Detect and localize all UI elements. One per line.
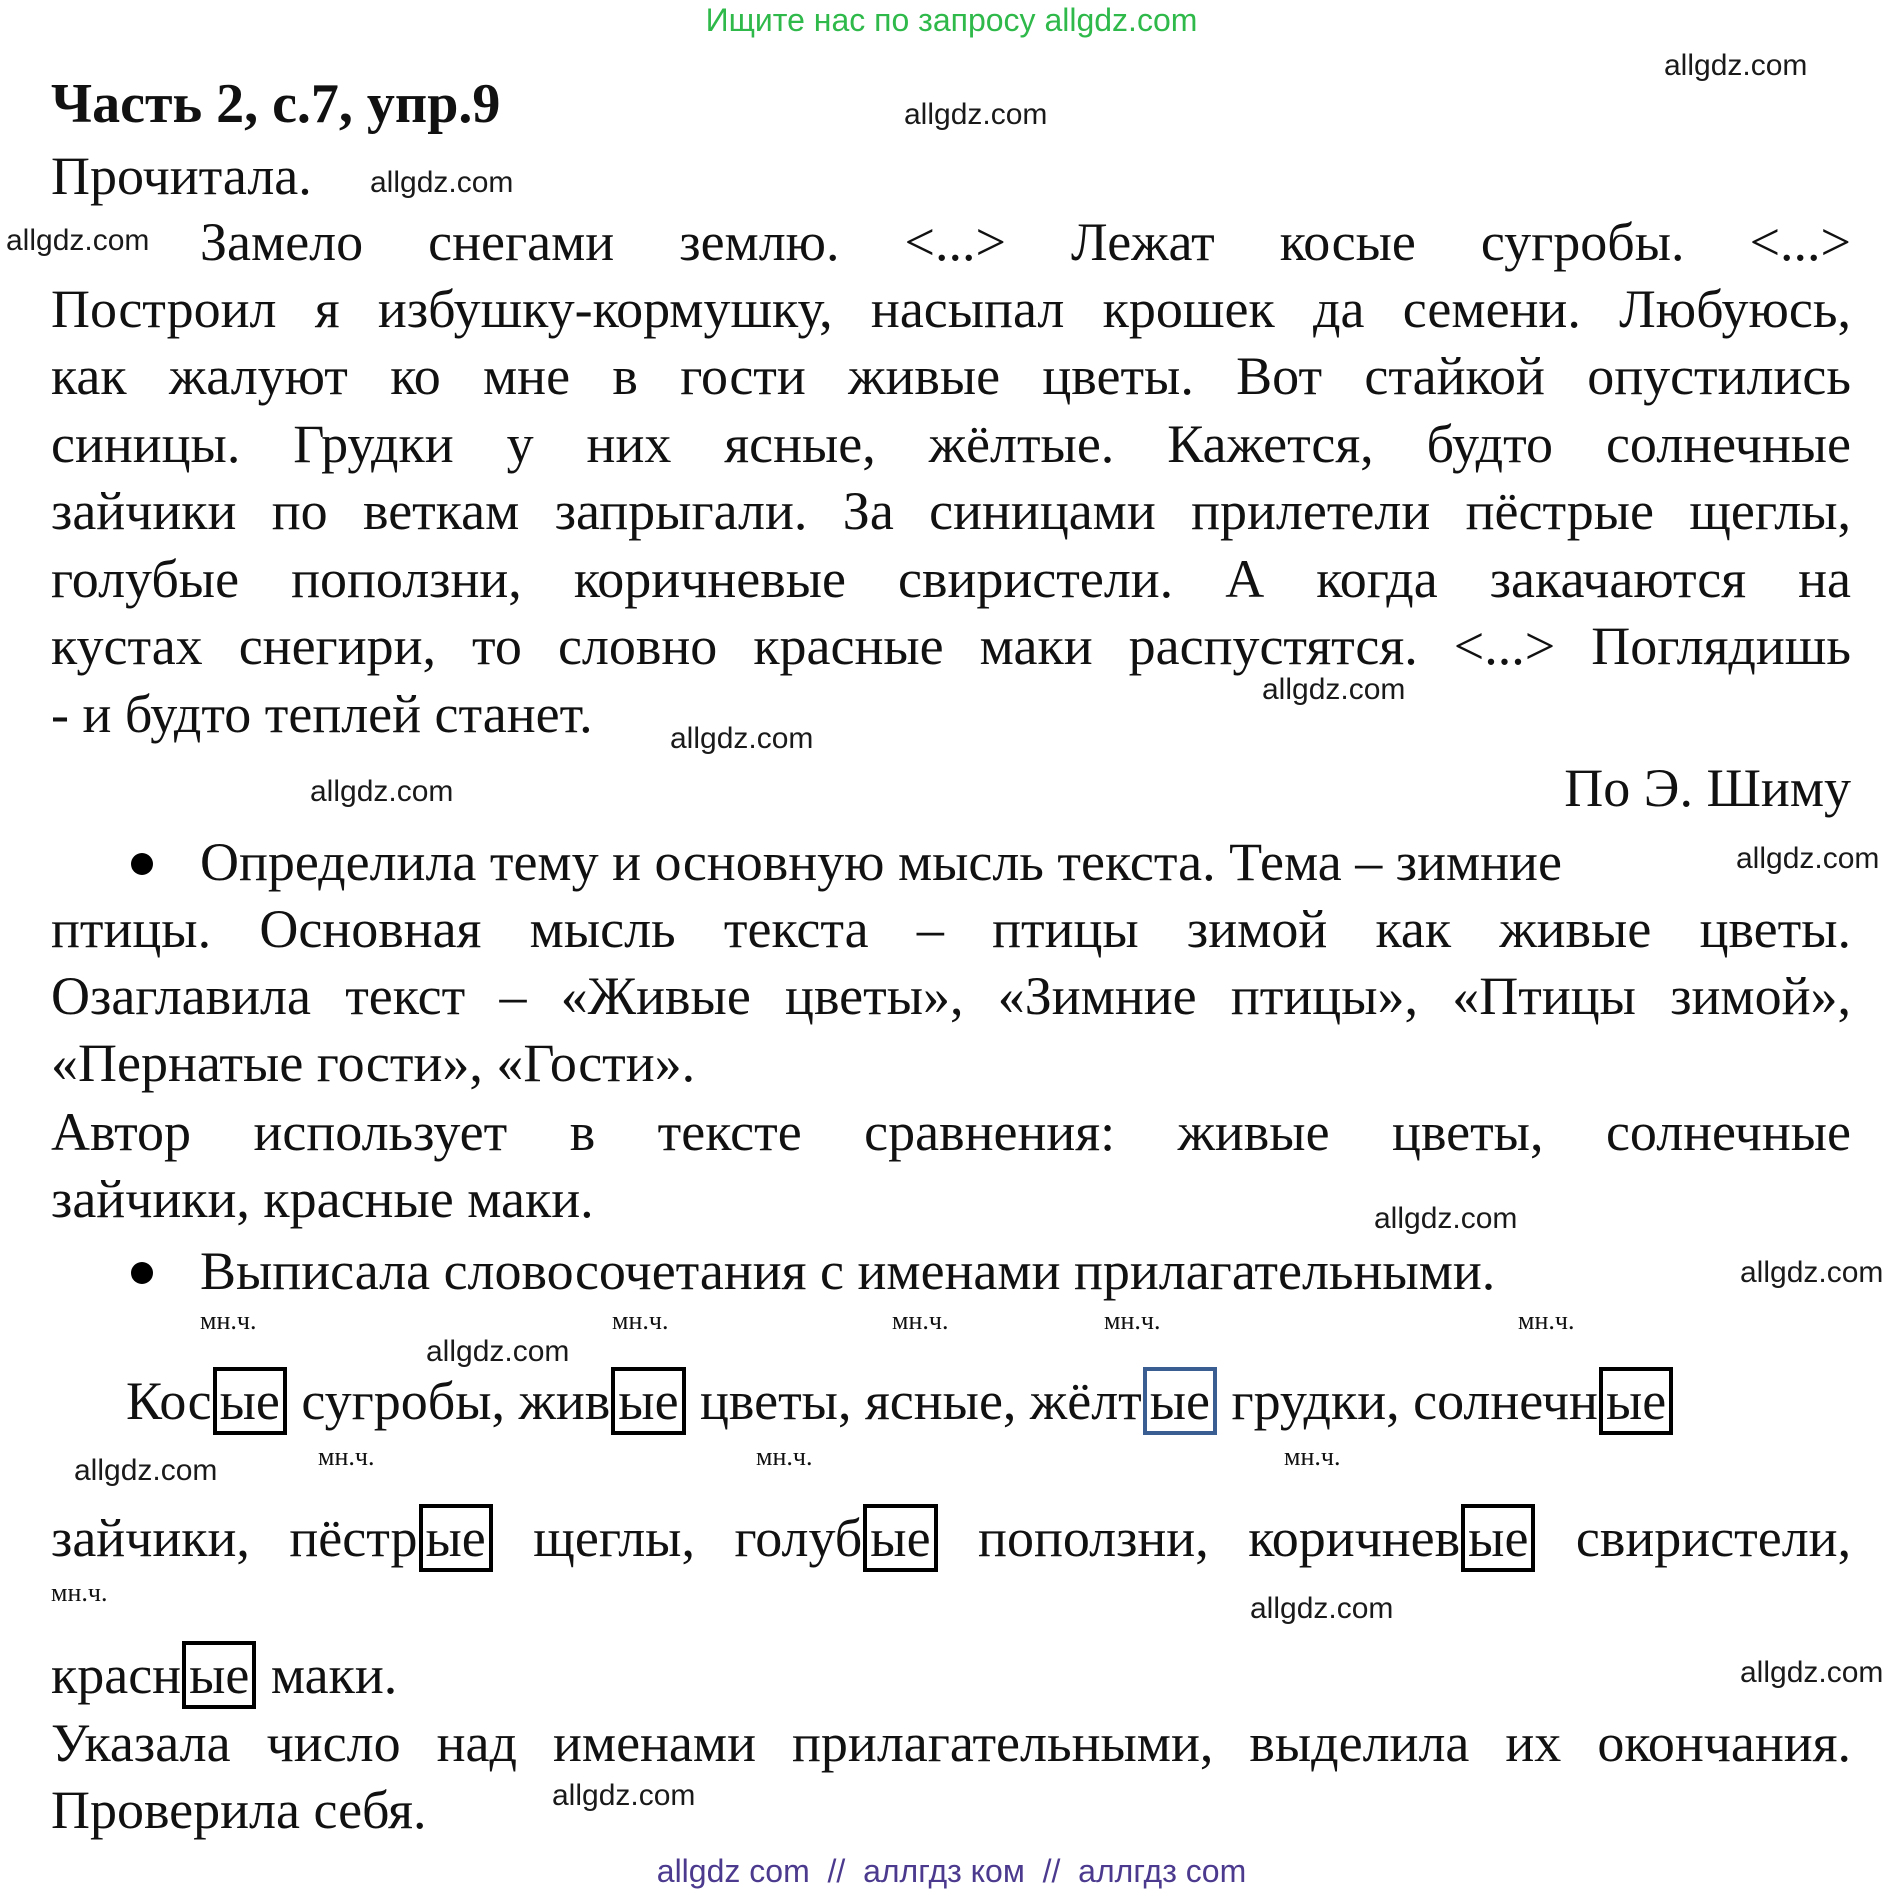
adj-plain: ясные, xyxy=(864,1371,1017,1431)
read-label: Прочитала. xyxy=(51,146,312,206)
noun: зайчики, xyxy=(51,1508,250,1568)
adj-stem: солнечн xyxy=(1413,1371,1598,1431)
bullet1-line-3: Озаглавила текст – «Живые цветы», «Зимние птицы», «Птицы зимой», xyxy=(51,966,1851,1026)
adj-stem: жив xyxy=(518,1371,611,1431)
watermark[interactable]: allgdz.com xyxy=(1740,1656,1884,1689)
phrase-line-2 xyxy=(51,1505,1851,1572)
bullet-dot xyxy=(131,1262,153,1284)
text-line-1: Замело снегами землю. <...> Лежат косые сугробы. <...> xyxy=(200,212,1851,272)
watermark[interactable]: allgdz.com xyxy=(1374,1202,1518,1235)
adj-ending-box: ые xyxy=(419,1504,493,1572)
footer-watermark[interactable]: allgdz com // аллгдз ком // аллгдз com xyxy=(656,1853,1247,1889)
bullet1-line-2: птицы. Основная мысль текста – птицы зимой как живые цветы. xyxy=(51,899,1851,959)
number-label: мн.ч. xyxy=(1284,1442,1341,1471)
watermark[interactable]: allgdz.com xyxy=(74,1454,218,1487)
adj-ending-box: ые xyxy=(182,1641,256,1709)
watermark[interactable]: allgdz.com xyxy=(1736,842,1880,875)
adj-stem: жёлт xyxy=(1029,1371,1142,1431)
noun: грудки, xyxy=(1231,1371,1400,1431)
number-label: мн.ч. xyxy=(200,1306,257,1335)
text-line-4: синицы. Грудки у них ясные, жёлтые. Кажется, будто солнечные xyxy=(51,414,1851,474)
watermark[interactable]: allgdz.com xyxy=(904,98,1048,131)
closing-line-2: Проверила себя. xyxy=(51,1780,427,1840)
number-label: мн.ч. xyxy=(51,1578,108,1607)
noun: свиристели, xyxy=(1575,1508,1852,1568)
adj-stem: пёстр xyxy=(289,1508,418,1568)
adj-ending-box: ые xyxy=(1461,1504,1535,1572)
adj-stem: голуб xyxy=(734,1508,863,1568)
number-label: мн.ч. xyxy=(756,1442,813,1471)
bullet1-line-1: Определила тему и основную мысль текста. Тема – зимние xyxy=(200,832,1562,892)
watermark[interactable]: allgdz.com xyxy=(1664,49,1808,82)
adj-ending-box: ые xyxy=(863,1504,937,1572)
noun: цветы, xyxy=(700,1371,852,1431)
adj-stem: Кос xyxy=(126,1371,212,1431)
bullet2-text: Выписала словосочетания с именами прилагательными. xyxy=(200,1241,1496,1301)
watermark[interactable]: allgdz.com xyxy=(426,1335,570,1368)
text-line-5: зайчики по веткам запрыгали. За синицами прилетели пёстрые щеглы, xyxy=(51,481,1851,541)
watermark[interactable]: allgdz.com xyxy=(1250,1592,1394,1625)
watermark[interactable]: allgdz.com xyxy=(1262,673,1406,706)
adj-stem: коричнев xyxy=(1248,1508,1461,1568)
adj-ending-box: ые xyxy=(1143,1367,1217,1435)
watermark[interactable]: allgdz.com xyxy=(552,1779,696,1812)
comparison-line-2: зайчики, красные маки. xyxy=(51,1169,594,1229)
text-line-2: Построил я избушку-кормушку, насыпал крошек да семени. Любуюсь, xyxy=(51,279,1851,339)
noun: поползни, xyxy=(978,1508,1209,1568)
author: По Э. Шиму xyxy=(1564,758,1851,818)
text-line-6: голубые поползни, коричневые свиристели. А когда закачаются на xyxy=(51,549,1851,609)
number-label: мн.ч. xyxy=(1518,1306,1575,1335)
top-banner[interactable]: Ищите нас по запросу allgdz.com xyxy=(705,2,1198,38)
text-line-7: кустах снегири, то словно красные маки распустятся. <...> Поглядишь xyxy=(51,616,1851,676)
noun: щеглы, xyxy=(533,1508,695,1568)
page-title: Часть 2, с.7, упр.9 xyxy=(51,73,501,135)
watermark[interactable]: allgdz.com xyxy=(670,722,814,755)
text-line-8: - и будто теплей станет. xyxy=(51,684,593,744)
noun: сугробы, xyxy=(301,1371,506,1431)
bullet-dot xyxy=(131,853,153,875)
adj-ending-box: ые xyxy=(213,1367,287,1435)
phrase-line-1 xyxy=(126,1368,1674,1435)
phrase-line-3 xyxy=(51,1642,397,1709)
adj-ending-box: ые xyxy=(611,1367,685,1435)
watermark[interactable]: allgdz.com xyxy=(1740,1256,1884,1289)
watermark[interactable]: allgdz.com xyxy=(6,224,150,257)
adj-stem: красн xyxy=(51,1645,182,1705)
number-label: мн.ч. xyxy=(1104,1306,1161,1335)
bullet1-line-4: «Пернатые гости», «Гости». xyxy=(51,1033,696,1093)
text-line-3: как жалуют ко мне в гости живые цветы. Вот стайкой опустились xyxy=(51,346,1851,406)
noun: маки. xyxy=(270,1645,398,1705)
watermark[interactable]: allgdz.com xyxy=(310,775,454,808)
number-label: мн.ч. xyxy=(318,1442,375,1471)
comparison-line-1: Автор использует в тексте сравнения: живые цветы, солнечные xyxy=(51,1102,1851,1162)
closing-line-1: Указала число над именами прилагательными, выделила их окончания. xyxy=(51,1713,1851,1773)
number-label: мн.ч. xyxy=(892,1306,949,1335)
number-label: мн.ч. xyxy=(612,1306,669,1335)
watermark[interactable]: allgdz.com xyxy=(370,166,514,199)
adj-ending-box: ые xyxy=(1599,1367,1673,1435)
